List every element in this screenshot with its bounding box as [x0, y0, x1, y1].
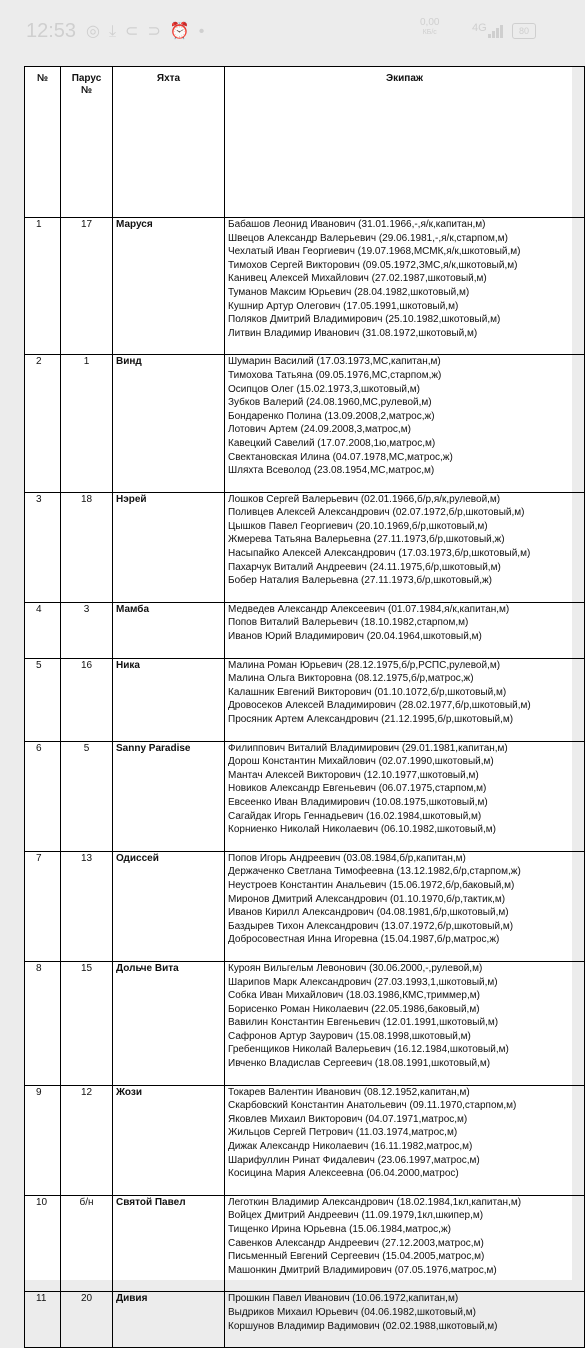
crew-member: Войцех Дмитрий Андреевич (11.09.1979,1кл,шкипер,м): [228, 1210, 484, 1222]
crew-list: [225, 1195, 585, 1292]
crew-member: Малина Роман Юрьевич (28.12.1975,б/р,РСПС,рулевой,м): [228, 659, 501, 671]
crew-member: Миронов Дмитрий Александрович (01.10.1970,б/р,тактик,м): [228, 893, 506, 905]
crew-member: Тимохов Сергей Викторович (09.05.1972,ЗМС,я/к,шкотовый,м): [228, 259, 518, 271]
alarm-icon: ⏰: [169, 23, 199, 40]
sail-number: б/н: [61, 1195, 113, 1292]
crew-member: Корниенко Николай Николаевич (06.10.1982,шкотовый,м): [228, 824, 496, 836]
row-number: 5: [25, 658, 61, 741]
header-num: №: [25, 67, 61, 218]
table-row: [25, 1085, 585, 1195]
crew-member: Попов Игорь Андреевич (03.08.1984,б/р,капитан,м): [228, 852, 466, 864]
crew-member: Пахарчук Виталий Андреевич (24.11.1975,б/р,шкотовый,м): [228, 561, 501, 573]
crew-member: Гребенщиков Николай Валерьевич (16.12.1984,шкотовый,м): [228, 1044, 509, 1056]
status-time: 12:53: [26, 20, 77, 42]
crew-list: [225, 658, 585, 741]
sail-number: 16: [61, 658, 113, 741]
crew-member: Ивченко Владислав Сергеевич (18.08.1991,шкотовый,м): [228, 1058, 491, 1070]
crew-member: Бабашов Леонид Иванович (31.01.1966,-,я/к,капитан,м): [228, 219, 486, 230]
yacht-name: Нэрей: [113, 492, 225, 602]
crew-table: [24, 66, 585, 1348]
sail-number: 3: [61, 602, 113, 658]
crew-member: Токарев Валентин Иванович (08.12.1952,капитан,м): [228, 1086, 470, 1098]
sail-number: 15: [61, 961, 113, 1085]
notification-icons: [86, 21, 213, 41]
crew-list: [225, 961, 585, 1085]
crew-list: [225, 492, 585, 602]
more-dot-icon: •: [198, 23, 214, 40]
row-number: 9: [25, 1085, 61, 1195]
crew-member: Тимохова Татьяна (09.05.1976,МС,старпом,ж): [228, 369, 442, 381]
table-row: [25, 961, 585, 1085]
table-row: [25, 492, 585, 602]
crew-member: Дижак Александр Николаевич (16.11.1982,матрос,м): [228, 1141, 473, 1153]
sail-number: 13: [61, 851, 113, 961]
crew-member: Шляхта Всеволод (23.08.1954,МС,матрос,м): [228, 465, 435, 477]
yacht-name: Sanny Paradise: [113, 741, 225, 851]
crew-member: Бобер Наталия Валерьевна (27.11.1973,б/р,шкотовый,ж): [228, 575, 493, 587]
crew-member: Яковлев Михаил Викторович (04.07.1971,матрос,м): [228, 1113, 468, 1125]
table-row: [25, 1292, 585, 1348]
crew-member: Насыпайко Алексей Александрович (17.03.1973,б/р,шкотовый,м): [228, 548, 531, 560]
crew-member: Осипцов Олег (15.02.1973,3,шкотовый,м): [228, 383, 420, 395]
sail-number: 18: [61, 492, 113, 602]
sail-number: 20: [61, 1292, 113, 1348]
crew-member: Швецов Александр Валерьевич (29.06.1981,-,я/к,старпом,м): [228, 232, 508, 244]
row-number: 10: [25, 1195, 61, 1292]
row-number: 8: [25, 961, 61, 1085]
crew-member: Филиппович Виталий Владимирович (29.01.1981,капитан,м): [228, 742, 508, 754]
crew-list: [225, 1085, 585, 1195]
crew-member: Шарипов Марк Александрович (27.03.1993,1,шкотовый,м): [228, 976, 498, 988]
crew-list: [225, 1292, 585, 1348]
yacht-name: Мамба: [113, 602, 225, 658]
crew-member: Новиков Александр Евгеньевич (06.07.1975,старпом,м): [228, 783, 487, 795]
sail-number: 1: [61, 355, 113, 492]
crew-member: Поливцев Алексей Александрович (02.07.1972,б/р,шкотовый,м): [228, 507, 525, 519]
table-row: [25, 218, 585, 355]
crew-member: Малина Ольга Викторовна (08.12.1975,б/р,матрос,ж): [228, 673, 474, 685]
crew-member: Косицина Мария Алексеевна (06.04.2000,матрос): [228, 1168, 459, 1180]
crew-member: Борисенко Роман Николаевич (22.05.1986,баковый,м): [228, 1003, 480, 1015]
speed-value: 0,00: [420, 17, 440, 28]
crew-member: Калашник Евгений Викторович (01.10.1072,б/р,шкотовый,м): [228, 686, 507, 698]
crew-member: Литвин Владимир Иванович (31.08.1972,шкотовый,м): [228, 327, 478, 339]
crew-member: Шумарин Василий (17.03.1973,МС,капитан,м): [228, 356, 441, 368]
crew-member: Канивец Алексей Михайлович (27.02.1987,шкотовый,м): [228, 273, 487, 285]
yacht-name: Святой Павел: [113, 1195, 225, 1292]
yacht-name: Дивия: [113, 1292, 225, 1348]
crew-member: Шарифуллин Ринат Фидалевич (23.06.1997,матрос,м): [228, 1154, 480, 1166]
table-row: [25, 658, 585, 741]
status-bar: [0, 0, 572, 62]
sail-number: 5: [61, 741, 113, 851]
table-row: [25, 851, 585, 961]
crew-member: Сафронов Артур Заурович (15.08.1998,шкотовый,м): [228, 1030, 471, 1042]
crew-member: Иванов Юрий Владимирович (20.04.1964,шкотовый,м): [228, 631, 482, 643]
crew-member: Лошков Сергей Валерьевич (02.01.1966,б/р,я/к,рулевой,м): [228, 493, 501, 505]
speed-unit: КБ/с: [422, 29, 437, 36]
crew-member: Бондаренко Полина (13.09.2008,2,матрос,ж): [228, 410, 435, 422]
table-body: [25, 218, 585, 1348]
link-icon: ⊂⊃: [125, 23, 170, 40]
crew-member: Попов Виталий Валерьевич (18.10.1982,старпом,м): [228, 617, 469, 629]
crew-member: Прошкин Павел Иванович (10.06.1972,капитан,м): [228, 1293, 459, 1305]
crew-list: [225, 851, 585, 961]
crew-list: [225, 741, 585, 851]
crew-member: Машонкин Дмитрий Владимирович (07.05.1976,матрос,м): [228, 1264, 497, 1276]
crew-member: Выдриков Михаил Юрьевич (04.06.1982,шкотовый,м): [228, 1306, 476, 1318]
row-number: 3: [25, 492, 61, 602]
network-type: 4G: [472, 22, 487, 34]
whatsapp-icon: ◎: [86, 23, 109, 40]
table-row: [25, 355, 585, 492]
crew-member: Мантач Алексей Викторович (12.10.1977,шкотовый,м): [228, 769, 479, 781]
row-number: 11: [25, 1292, 61, 1348]
yacht-name: Одиссей: [113, 851, 225, 961]
download-icon: ⤓: [108, 23, 126, 40]
sail-number: 12: [61, 1085, 113, 1195]
crew-member: Поляков Дмитрий Владимирович (25.10.1982,шкотовый,м): [228, 314, 501, 326]
crew-member: Неустроев Константин Анальевич (15.06.1972,б/р,баковый,м): [228, 879, 515, 891]
yacht-name: Жози: [113, 1085, 225, 1195]
battery-icon: 80: [512, 23, 536, 39]
crew-member: Баздырев Тихон Александрович (13.07.1972,б/р,шкотовый,м): [228, 920, 514, 932]
crew-member: Вавилин Константин Евгеньевич (12.01.1991,шкотовый,м): [228, 1017, 499, 1029]
row-number: 4: [25, 602, 61, 658]
crew-member: Евсеенко Иван Владимирович (10.08.1975,шкотовый,м): [228, 796, 488, 808]
crew-member: Лотович Артем (24.09.2008,3,матрос,м): [228, 424, 411, 436]
document-page: [24, 66, 572, 1332]
crew-member: Письменный Евгений Сергеевич (15.04.2005,матрос,м): [228, 1251, 485, 1263]
row-number: 2: [25, 355, 61, 492]
crew-member: Жмерева Татьяна Валерьевна (27.11.1973,б/р,шкотовый,ж): [228, 534, 505, 546]
crew-member: Свектановская Илина (04.07.1978,МС,матрос,ж): [228, 451, 453, 463]
crew-member: Добросовестная Инна Игоревна (15.04.1987,б/р,матрос,ж): [228, 934, 500, 946]
crew-member: Зубков Валерий (24.08.1960,МС,рулевой,м): [228, 397, 432, 409]
row-number: 7: [25, 851, 61, 961]
row-number: 1: [25, 218, 61, 355]
crew-member: Просяник Артем Александрович (21.12.1995,б/р,шкотовый,м): [228, 714, 514, 725]
crew-member: Леготкин Владимир Александрович (18.02.1984,1кл,капитан,м): [228, 1196, 522, 1208]
crew-member: Дорош Константин Михайлович (02.07.1990,шкотовый,м): [228, 756, 494, 768]
crew-list: [225, 218, 585, 355]
crew-member: Цышков Павел Георгиевич (20.10.1969,б/р,шкотовый,м): [228, 520, 488, 532]
crew-member: Туманов Максим Юрьевич (28.04.1982,шкотовый,м): [228, 286, 470, 298]
crew-member: Куроян Вильгельм Левонович (30.06.2000,-,рулевой,м): [228, 962, 483, 974]
table-header-row: [25, 67, 585, 218]
header-sail: Парус №: [61, 67, 113, 218]
crew-member: Тищенко Ирина Юрьевна (15.06.1984,матрос,ж): [228, 1224, 451, 1235]
crew-member: Дровосеков Алексей Владимирович (28.02.1977,б/р,шкотовый,м): [228, 700, 531, 712]
crew-list: [225, 602, 585, 658]
crew-member: Коршунов Владимир Вадимович (02.02.1988,шкотовый,м): [228, 1320, 498, 1332]
row-number: 6: [25, 741, 61, 851]
crew-member: Савенков Александр Андреевич (27.12.2003,матрос,м): [228, 1237, 484, 1249]
header-crew: Экипаж: [225, 67, 585, 218]
crew-member: Скарбовский Константин Анатольевич (09.11.1970,старпом,м): [228, 1100, 517, 1112]
signal-icon: [488, 24, 504, 38]
yacht-name: Винд: [113, 355, 225, 492]
yacht-name: Дольче Вита: [113, 961, 225, 1085]
network-speed: [420, 18, 439, 38]
yacht-name: Маруся: [113, 218, 225, 355]
crew-member: Держаченко Светлана Тимофеевна (13.12.1982,б/р,старпом,ж): [228, 866, 521, 878]
header-yacht: Яхта: [113, 67, 225, 218]
crew-member: Кушнир Артур Олегович (17.05.1991,шкотовый,м): [228, 300, 459, 312]
crew-member: Жильцов Сергей Петрович (11.03.1974,матрос,м): [228, 1127, 458, 1139]
crew-member: Кавецкий Савелий (17.07.2008,1ю,матрос,м): [228, 437, 436, 449]
table-row: [25, 602, 585, 658]
crew-member: Медведев Александр Алексеевич (01.07.1984,я/к,капитан,м): [228, 603, 510, 615]
crew-member: Чехлатый Иван Георгиевич (19.07.1968,МСМК,я/к,шкотовый,м): [228, 246, 521, 258]
crew-member: Иванов Кирилл Александрович (04.08.1981,б/р,шкотовый,м): [228, 907, 509, 919]
crew-list: [225, 355, 585, 492]
sail-number: 17: [61, 218, 113, 355]
yacht-name: Ника: [113, 658, 225, 741]
crew-member: Собка Иван Михайлович (18.03.1986,КМС,триммер,м): [228, 990, 480, 1002]
table-row: [25, 1195, 585, 1292]
crew-member: Сагайдак Игорь Геннадьевич (16.02.1984,шкотовый,м): [228, 810, 482, 822]
table-row: [25, 741, 585, 851]
